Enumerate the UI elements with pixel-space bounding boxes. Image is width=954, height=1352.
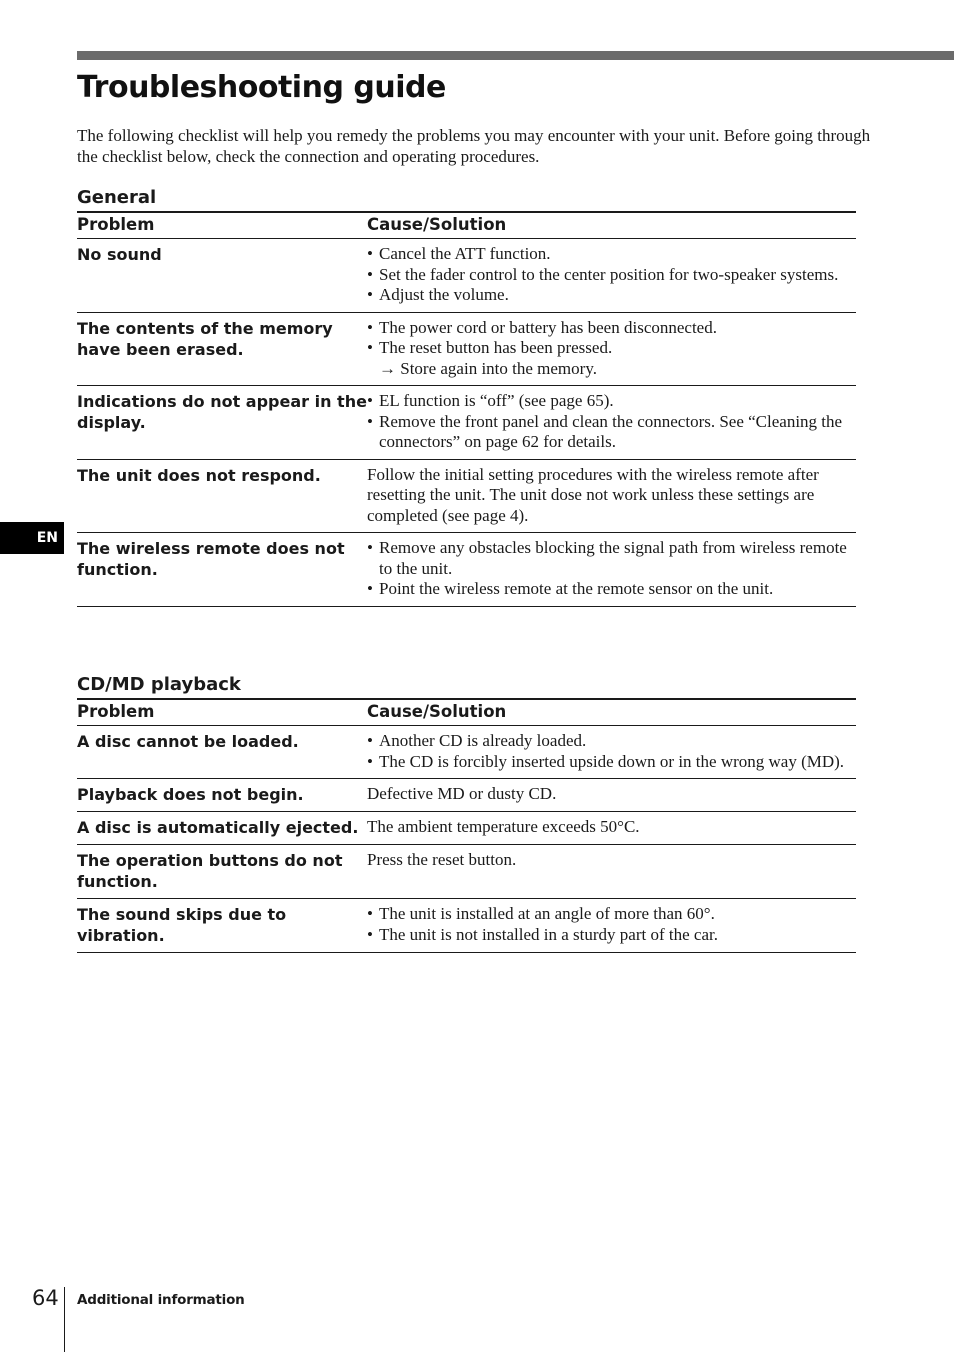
- cause-item: • Adjust the volume.: [367, 285, 856, 306]
- cause-cell: Defective MD or dusty CD.: [367, 779, 856, 812]
- section-heading: CD/MD playback: [77, 674, 241, 695]
- cause-cell: [367, 312, 856, 386]
- problem-cell: The sound skips due to vibration.: [77, 899, 367, 953]
- cause-item: • The CD is forcibly inserted upside down or in the wrong way (MD).: [367, 752, 856, 773]
- section-general: [77, 187, 856, 607]
- problem-cell: The wireless remote does not function.: [77, 533, 367, 607]
- cause-item: • The unit is not installed in a sturdy part of the car.: [367, 925, 856, 946]
- column-header-cause: Cause/Solution: [367, 699, 856, 726]
- language-tab: [0, 522, 64, 554]
- cause-cell: [367, 386, 856, 460]
- cause-list: [367, 904, 856, 945]
- problem-cell: Indications do not appear in the display.: [77, 386, 367, 460]
- problem-cell: The contents of the memory have been erased.: [77, 312, 367, 386]
- table-row: [77, 533, 856, 607]
- table-row: [77, 386, 856, 460]
- cause-item: • Set the fader control to the center position for two-speaker systems.: [367, 265, 856, 286]
- table-row: [77, 312, 856, 386]
- cause-list: [367, 391, 856, 453]
- cause-cell: [367, 533, 856, 607]
- table-row: [77, 779, 856, 812]
- column-header-cause: Cause/Solution: [367, 212, 856, 239]
- table-row: [77, 899, 856, 953]
- cause-item: • Cancel the ATT function.: [367, 244, 856, 265]
- footer-section-label: Additional information: [77, 1292, 245, 1308]
- page-title: Troubleshooting guide: [77, 70, 446, 105]
- cause-item: • The power cord or battery has been disconnected.: [367, 318, 856, 339]
- page-number: 64: [32, 1286, 59, 1310]
- cause-item: • Another CD is already loaded.: [367, 731, 856, 752]
- cause-cell: [367, 239, 856, 313]
- section-cd-md-playback: [77, 674, 856, 953]
- section-heading: General: [77, 187, 157, 208]
- language-tab-label: EN: [36, 530, 58, 546]
- cause-list: [367, 318, 856, 359]
- problem-cell: A disc cannot be loaded.: [77, 726, 367, 779]
- troubleshooting-table: [77, 211, 856, 607]
- problem-cell: A disc is automatically ejected.: [77, 812, 367, 845]
- cause-cell: [367, 899, 856, 953]
- cause-item: • Point the wireless remote at the remote sensor on the unit.: [367, 579, 856, 600]
- problem-cell: Playback does not begin.: [77, 779, 367, 812]
- cause-cell: Press the reset button.: [367, 845, 856, 899]
- problem-cell: The operation buttons do not function.: [77, 845, 367, 899]
- table-row: [77, 459, 856, 533]
- table-row: [77, 239, 856, 313]
- problem-cell: The unit does not respond.: [77, 459, 367, 533]
- cause-cell: The ambient temperature exceeds 50°C.: [367, 812, 856, 845]
- cause-item: • EL function is “off” (see page 65).: [367, 391, 856, 412]
- cause-item: • The unit is installed at an angle of more than 60°.: [367, 904, 856, 925]
- cause-list: [367, 244, 856, 306]
- column-header-problem: Problem: [77, 212, 367, 239]
- table-row: [77, 845, 856, 899]
- table-header-row: [77, 699, 856, 726]
- footer-rule: [64, 1287, 65, 1352]
- table-row: [77, 812, 856, 845]
- troubleshooting-table: [77, 698, 856, 953]
- intro-paragraph: The following checklist will help you remedy the problems you may encounter with your unit. Before going through the checklist below, check the connection and operating procedures.: [77, 126, 871, 166]
- solution-arrow-line: → Store again into the memory.: [379, 358, 597, 378]
- cause-list: [367, 731, 856, 772]
- problem-cell: No sound: [77, 239, 367, 313]
- cause-cell: [367, 726, 856, 779]
- cause-item: • Remove the front panel and clean the connectors. See “Cleaning the connectors” on page 62 for details.: [367, 412, 856, 453]
- table-header-row: [77, 212, 856, 239]
- header-rule: [77, 51, 954, 60]
- cause-list: [367, 538, 856, 600]
- cause-item: • The reset button has been pressed.: [367, 338, 856, 359]
- cause-cell: Follow the initial setting procedures with the wireless remote after resetting the unit. The unit dose not work unless these settings are completed (see page 4).: [367, 459, 856, 533]
- table-row: [77, 726, 856, 779]
- column-header-problem: Problem: [77, 699, 367, 726]
- cause-item: • Remove any obstacles blocking the signal path from wireless remote to the unit.: [367, 538, 856, 579]
